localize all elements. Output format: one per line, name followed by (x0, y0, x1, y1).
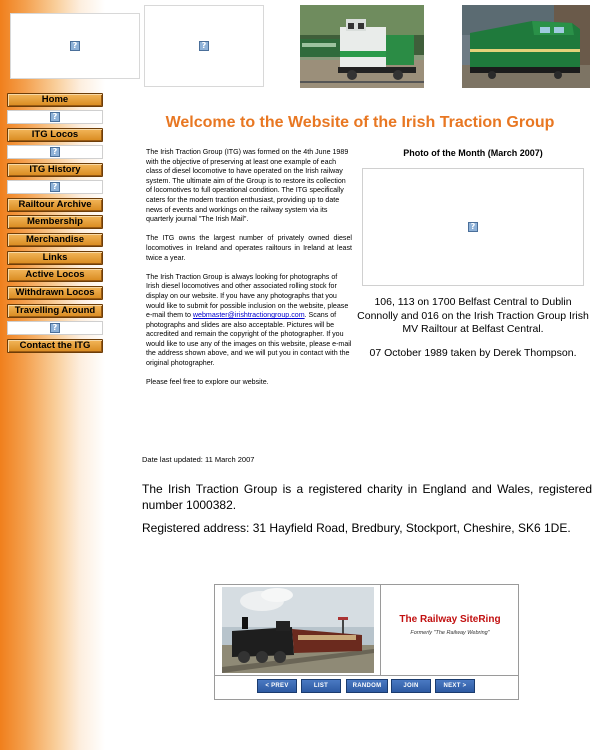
intro-paragraph-2: The ITG owns the largest number of privately owned diesel locomotives in Ireland and operates railtours in Ireland at least twice a year. (146, 234, 352, 262)
nav-travelling-around-button[interactable]: Travelling Around (7, 304, 103, 318)
webring-name[interactable]: The Railway SiteRing (399, 614, 501, 625)
header-photo-shunter (300, 5, 424, 88)
nav-home-button[interactable]: Home (7, 93, 103, 107)
nav-links-button[interactable]: Links (7, 251, 103, 265)
nav-image-placeholder (7, 145, 103, 159)
page-title: Welcome to the Website of the Irish Traction Group (165, 114, 555, 131)
intro-text (146, 148, 352, 397)
intro-paragraph-1: The Irish Traction Group (ITG) was formed on the 4th June 1989 with the objective of preserving at least one example of each class of diesel locomotive to have operated on the Irish railway system. The ultimate aim of the Group is to restore its collection of locomotives to full operational condition. The ITG specifically caters for the modern traction enthusiast, providing up to date news of events and workings on the railway system via its quarterly journal "The Irish Mail". (146, 148, 349, 224)
nav-image-placeholder (7, 321, 103, 335)
webring-next-button[interactable]: NEXT > (435, 679, 475, 693)
broken-image-icon: ? (50, 147, 60, 157)
charity-statement: The Irish Traction Group is a registered charity in England and Wales, registered number 1000382. (142, 482, 592, 512)
nav-contact-button[interactable]: Contact the ITG (7, 339, 103, 353)
nav-railtour-archive-button[interactable]: Railtour Archive (7, 198, 103, 212)
broken-image-icon: ? (199, 41, 209, 51)
last-updated: Date last updated: 11 March 2007 (142, 455, 255, 464)
broken-image-icon: ? (50, 323, 60, 333)
webring-prev-button[interactable]: < PREV (257, 679, 297, 693)
nav-itg-history-button[interactable]: ITG History (7, 163, 103, 177)
photo-of-month-caption: 106, 113 on 1700 Belfast Central to Dublin Connolly and 016 on the Irish Traction Group Irish MV Railtour at Belfast Central. (357, 296, 589, 335)
photo-request-text: The Irish Traction Group is always looking for photographs of Irish diesel locomotives and other associated rolling stock for display on our website. If you have any photographs that you would like to submit for possible inclusion on the website, please e-mail them to (146, 272, 349, 320)
photo-of-month-credit: 07 October 1989 taken by Derek Thompson. (369, 347, 577, 359)
broken-image-icon: ? (50, 112, 60, 122)
webring-join-button[interactable]: JOIN (391, 679, 431, 693)
nav-active-locos-button[interactable]: Active Locos (7, 268, 103, 282)
header-image-placeholder-2 (144, 5, 264, 87)
photo-of-month-image-placeholder[interactable] (362, 168, 584, 286)
broken-image-icon: ? (468, 222, 478, 232)
webring-list-button[interactable]: LIST (301, 679, 341, 693)
header-image-placeholder-1 (10, 13, 140, 79)
intro-paragraph-4: Please feel free to explore our website. (146, 378, 269, 387)
webmaster-email-link[interactable]: webmaster@irishtractiongroup.com (192, 311, 305, 320)
photo-request-text-cont: . Scans of photographs and slides are also acceptable. Pictures will be accredited and remain the copyright of the photographer. If you would like to use any of the images on this website, please e-mail the address shown above, and we will put you in contact with the original photographer. (146, 311, 352, 368)
registered-address: Registered address: 31 Hayfield Road, Bredbury, Stockport, Cheshire, SK6 1DE. (142, 521, 571, 535)
nav-membership-button[interactable]: Membership (7, 215, 103, 229)
broken-image-icon: ? (70, 41, 80, 51)
broken-image-icon: ? (50, 182, 60, 192)
nav-image-placeholder (7, 180, 103, 194)
nav-image-placeholder (7, 110, 103, 124)
webring-divider (214, 675, 519, 676)
photo-of-month-title: Photo of the Month (March 2007) (403, 148, 543, 158)
webring-formerly: Formerly "The Railway Webring" (410, 630, 490, 636)
webring-steam-train-image[interactable] (222, 587, 374, 673)
intro-paragraph-3 (146, 273, 352, 369)
nav-itg-locos-button[interactable]: ITG Locos (7, 128, 103, 142)
webring-random-button[interactable]: RANDOM (346, 679, 388, 693)
header-photo-green-diesel (462, 5, 590, 88)
nav-merchandise-button[interactable]: Merchandise (7, 233, 103, 247)
nav-withdrawn-locos-button[interactable]: Withdrawn Locos (7, 286, 103, 300)
